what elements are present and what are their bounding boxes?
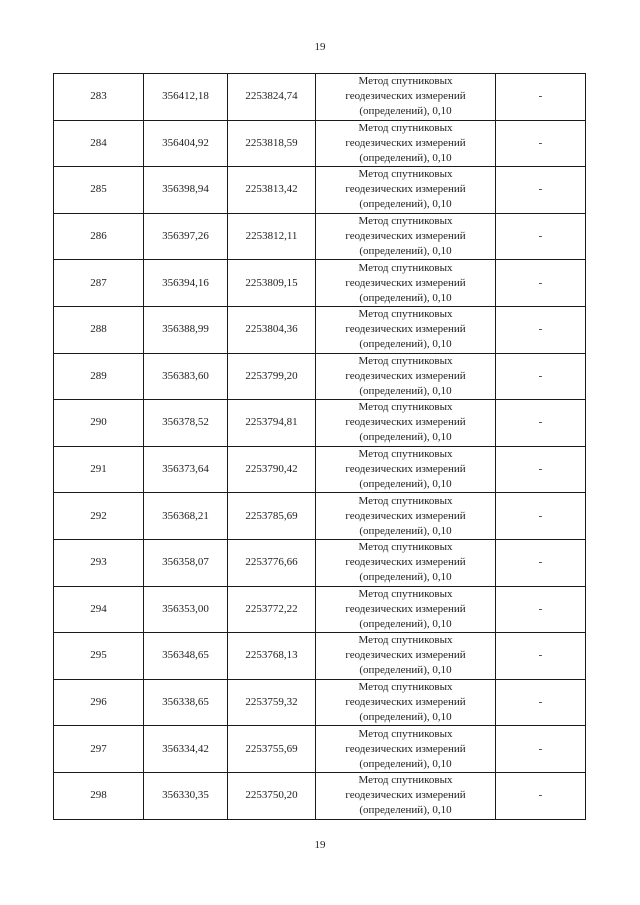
method-cell: [316, 772, 496, 819]
method-line-2: геодезических измерений: [345, 649, 466, 662]
method-cell: [316, 213, 496, 260]
point-number-cell: 295: [54, 633, 144, 680]
y-coordinate-cell: 2253755,69: [228, 726, 316, 773]
y-coordinate-cell: 2253824,74: [228, 74, 316, 121]
method-line-2: геодезических измерений: [345, 323, 466, 336]
x-coordinate-cell: 356404,92: [144, 120, 228, 167]
method-line-1: Метод спутниковых: [358, 681, 453, 694]
x-coordinate-cell: 356397,26: [144, 213, 228, 260]
point-description-cell: -: [496, 726, 586, 773]
table-row: [54, 260, 586, 307]
table-row: [54, 633, 586, 680]
method-line-3: (определений), 0,10: [359, 245, 452, 258]
point-description-cell: -: [496, 493, 586, 540]
method-line-2: геодезических измерений: [345, 789, 466, 802]
method-line-1: Метод спутниковых: [358, 261, 453, 274]
point-number-cell: 298: [54, 772, 144, 819]
table-row: [54, 772, 586, 819]
point-number-cell: 290: [54, 400, 144, 447]
x-coordinate-cell: 356394,16: [144, 260, 228, 307]
method-line-2: геодезических измерений: [345, 276, 466, 289]
point-description-cell: -: [496, 120, 586, 167]
method-line-2: геодезических измерений: [345, 90, 466, 103]
method-cell: [316, 446, 496, 493]
table-row: [54, 726, 586, 773]
method-line-2: геодезических измерений: [345, 742, 466, 755]
x-coordinate-cell: 356330,35: [144, 772, 228, 819]
method-line-2: геодезических измерений: [345, 230, 466, 243]
x-coordinate-cell: 356373,64: [144, 446, 228, 493]
point-number-cell: 283: [54, 74, 144, 121]
method-line-1: Метод спутниковых: [358, 727, 453, 740]
method-line-1: Метод спутниковых: [358, 541, 453, 554]
point-number-cell: 288: [54, 306, 144, 353]
method-line-2: геодезических измерений: [345, 602, 466, 615]
method-line-3: (определений), 0,10: [359, 478, 452, 491]
point-description-cell: -: [496, 74, 586, 121]
method-cell: [316, 726, 496, 773]
method-line-3: (определений), 0,10: [359, 384, 452, 397]
method-line-3: (определений), 0,10: [359, 151, 452, 164]
x-coordinate-cell: 356398,94: [144, 167, 228, 214]
point-number-cell: 296: [54, 679, 144, 726]
point-description-cell: -: [496, 167, 586, 214]
point-number-cell: 286: [54, 213, 144, 260]
method-line-1: Метод спутниковых: [358, 308, 453, 321]
method-line-2: геодезических измерений: [345, 183, 466, 196]
table-row: [54, 306, 586, 353]
method-cell: [316, 679, 496, 726]
y-coordinate-cell: 2253809,15: [228, 260, 316, 307]
x-coordinate-cell: 356353,00: [144, 586, 228, 633]
table-row: [54, 679, 586, 726]
table-row: [54, 353, 586, 400]
method-line-3: (определений), 0,10: [359, 291, 452, 304]
x-coordinate-cell: 356368,21: [144, 493, 228, 540]
point-description-cell: -: [496, 260, 586, 307]
point-description-cell: -: [496, 306, 586, 353]
method-cell: [316, 74, 496, 121]
table-row: [54, 539, 586, 586]
point-number-cell: 285: [54, 167, 144, 214]
method-line-3: (определений), 0,10: [359, 804, 452, 817]
method-cell: [316, 586, 496, 633]
x-coordinate-cell: 356358,07: [144, 539, 228, 586]
y-coordinate-cell: 2253759,32: [228, 679, 316, 726]
method-line-2: геодезических измерений: [345, 696, 466, 709]
method-line-3: (определений), 0,10: [359, 431, 452, 444]
page-number-top: 19: [314, 41, 326, 53]
x-coordinate-cell: 356412,18: [144, 74, 228, 121]
method-line-3: (определений), 0,10: [359, 105, 452, 118]
y-coordinate-cell: 2253794,81: [228, 400, 316, 447]
y-coordinate-cell: 2253768,13: [228, 633, 316, 680]
y-coordinate-cell: 2253750,20: [228, 772, 316, 819]
x-coordinate-cell: 356378,52: [144, 400, 228, 447]
point-number-cell: 292: [54, 493, 144, 540]
x-coordinate-cell: 356388,99: [144, 306, 228, 353]
point-description-cell: -: [496, 679, 586, 726]
method-line-3: (определений), 0,10: [359, 617, 452, 630]
method-cell: [316, 400, 496, 447]
method-line-1: Метод спутниковых: [358, 168, 453, 181]
x-coordinate-cell: 356334,42: [144, 726, 228, 773]
method-line-3: (определений), 0,10: [359, 571, 452, 584]
point-description-cell: -: [496, 539, 586, 586]
method-line-1: Метод спутниковых: [358, 587, 453, 600]
x-coordinate-cell: 356383,60: [144, 353, 228, 400]
method-line-1: Метод спутниковых: [358, 494, 453, 507]
x-coordinate-cell: 356338,65: [144, 679, 228, 726]
method-line-1: Метод спутниковых: [358, 121, 453, 134]
method-line-3: (определений), 0,10: [359, 757, 452, 770]
method-line-2: геодезических измерений: [345, 509, 466, 522]
method-line-1: Метод спутниковых: [358, 634, 453, 647]
y-coordinate-cell: 2253776,66: [228, 539, 316, 586]
y-coordinate-cell: 2253812,11: [228, 213, 316, 260]
y-coordinate-cell: 2253813,42: [228, 167, 316, 214]
coordinates-table-body: [54, 74, 586, 820]
method-line-1: Метод спутниковых: [358, 215, 453, 228]
y-coordinate-cell: 2253772,22: [228, 586, 316, 633]
point-description-cell: -: [496, 400, 586, 447]
point-description-cell: -: [496, 586, 586, 633]
method-line-1: Метод спутниковых: [358, 75, 453, 88]
x-coordinate-cell: 356348,65: [144, 633, 228, 680]
point-number-cell: 297: [54, 726, 144, 773]
method-line-3: (определений), 0,10: [359, 524, 452, 537]
method-line-1: Метод спутниковых: [358, 774, 453, 787]
table-row: [54, 493, 586, 540]
method-line-1: Метод спутниковых: [358, 354, 453, 367]
table-row: [54, 400, 586, 447]
method-line-3: (определений), 0,10: [359, 198, 452, 211]
method-line-3: (определений), 0,10: [359, 338, 452, 351]
y-coordinate-cell: 2253790,42: [228, 446, 316, 493]
y-coordinate-cell: 2253799,20: [228, 353, 316, 400]
point-number-cell: 284: [54, 120, 144, 167]
point-number-cell: 289: [54, 353, 144, 400]
method-line-1: Метод спутниковых: [358, 401, 453, 414]
table-row: [54, 446, 586, 493]
coordinates-table: [53, 73, 586, 820]
point-number-cell: 294: [54, 586, 144, 633]
method-line-2: геодезических измерений: [345, 136, 466, 149]
table-row: [54, 74, 586, 121]
table-row: [54, 213, 586, 260]
point-description-cell: -: [496, 772, 586, 819]
method-cell: [316, 493, 496, 540]
table-row: [54, 120, 586, 167]
table-row: [54, 167, 586, 214]
point-number-cell: 291: [54, 446, 144, 493]
method-cell: [316, 120, 496, 167]
method-line-1: Метод спутниковых: [358, 448, 453, 461]
point-description-cell: -: [496, 353, 586, 400]
method-cell: [316, 633, 496, 680]
method-cell: [316, 539, 496, 586]
point-description-cell: -: [496, 633, 586, 680]
method-line-2: геодезических измерений: [345, 463, 466, 476]
method-cell: [316, 260, 496, 307]
method-line-2: геодезических измерений: [345, 556, 466, 569]
page-number-bottom: 19: [314, 839, 326, 851]
point-number-cell: 287: [54, 260, 144, 307]
method-line-2: геодезических измерений: [345, 369, 466, 382]
method-line-2: геодезических измерений: [345, 416, 466, 429]
y-coordinate-cell: 2253804,36: [228, 306, 316, 353]
y-coordinate-cell: 2253785,69: [228, 493, 316, 540]
point-description-cell: -: [496, 446, 586, 493]
y-coordinate-cell: 2253818,59: [228, 120, 316, 167]
point-number-cell: 293: [54, 539, 144, 586]
table-row: [54, 586, 586, 633]
method-line-3: (определений), 0,10: [359, 711, 452, 724]
method-cell: [316, 353, 496, 400]
point-description-cell: -: [496, 213, 586, 260]
method-line-3: (определений), 0,10: [359, 664, 452, 677]
method-cell: [316, 306, 496, 353]
method-cell: [316, 167, 496, 214]
